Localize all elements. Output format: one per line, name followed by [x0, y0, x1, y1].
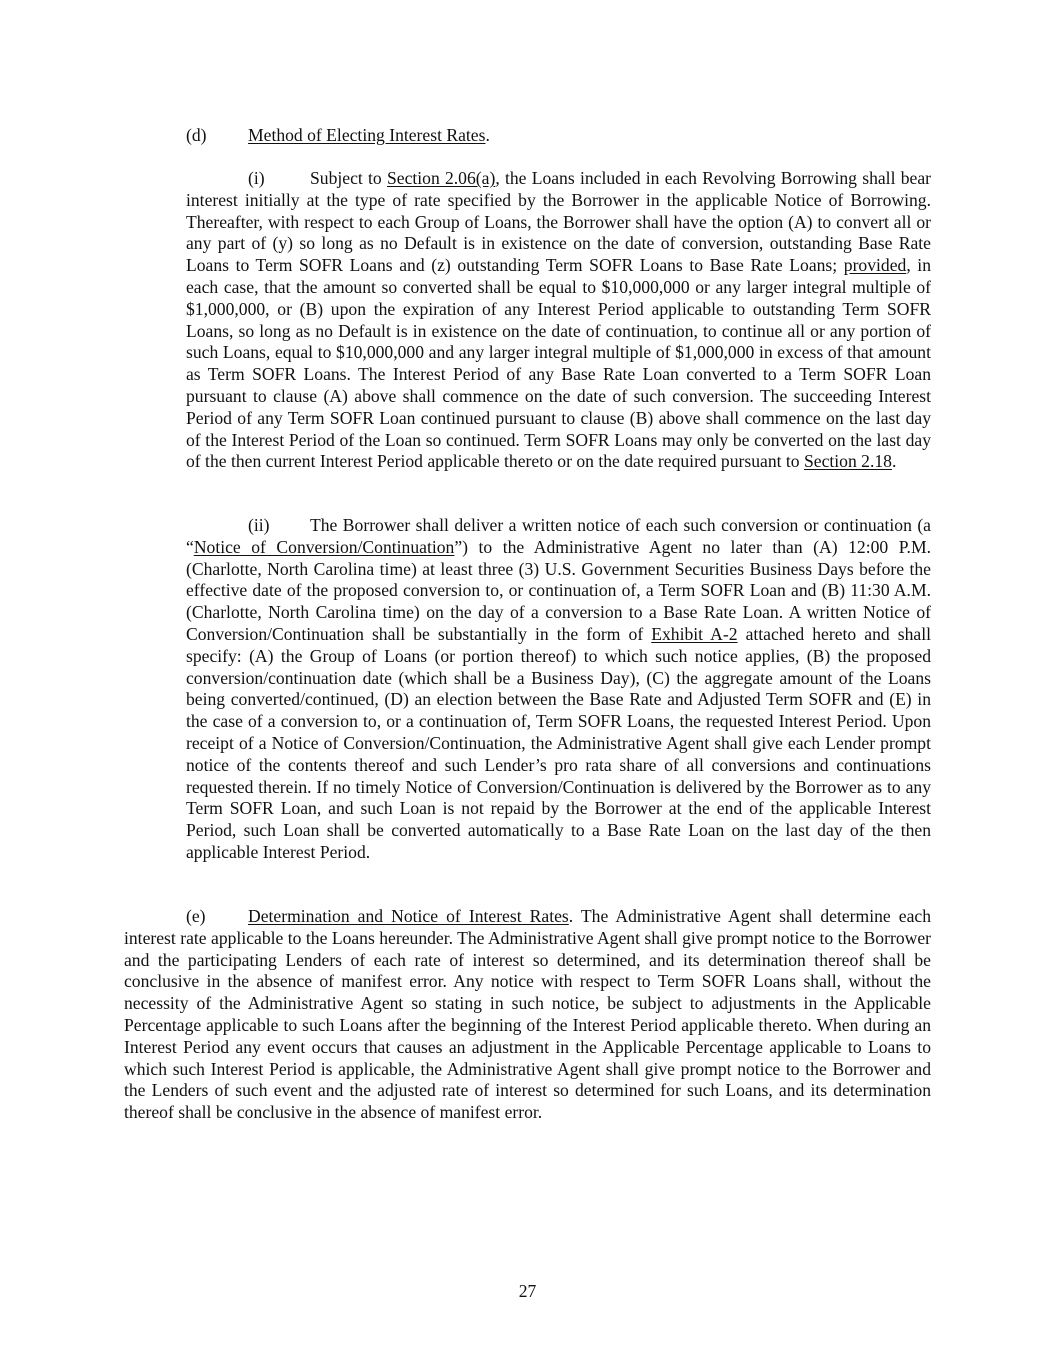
text-run: attached hereto and shall specify: (A) the Group of Loans (or portion thereof) to which such notice applies, (B) the proposed conversion/continuation date (which shall be a Business Day), (C) the aggregate amount of the Loans being converted/continued, (D) an election between the Base Rate and Adjusted Term SOFR and (E) in the case of a conversion to, or a continuation of, Term SOFR Loans, the requested Interest Period. Upon receipt of a Notice of Conversion/Continuation, the Administrative Agent shall give each Lender prompt notice of the contents thereof and such Lender’s pro rata share of all conversions and continuations requested therein. If no timely Notice of Conversion/Continuation is delivered by the Borrower as to any Term SOFR Loan, and such Loan is not repaid by the Borrower at the end of the applicable Interest Period, such Loan shall be converted automatically to a Base Rate Loan on the last day of the then applicable Interest Period. — [186, 623, 931, 862]
section-label: (d) — [186, 125, 207, 145]
defined-term: Notice of Conversion/Continuation — [193, 536, 455, 557]
paragraph-i — [186, 168, 931, 473]
text-run: . — [891, 451, 897, 472]
heading-period: . — [485, 125, 490, 145]
text-run: , the Loans included in each Revolving Borrowing shall bear interest initially at the type of rate specified by the Borrower in the applicable Notice of Borrowing. Thereafter, with respect to each Group of Loans, the Borrower shall have the option (A) to convert all or any part of (y) so long as no Default is in existence on the date of conversion, outstanding Base Rate Loans to Term SOFR Loans and (z) outstanding Term SOFR Loans to Base Rate Loans; — [186, 168, 931, 276]
text-run: Subject to — [310, 168, 387, 188]
section-reference: Section 2.06(a) — [386, 168, 496, 188]
section-d-heading — [186, 125, 490, 147]
paragraph-label: (i) — [248, 168, 265, 188]
section-reference: Section 2.18 — [804, 451, 892, 472]
text-run: ”) to the Administrative Agent no later than (A) 12:00 P.M. (Charlotte, North Carolina time) at least three (3) U.S. Government Securities Business Days before the effective date of the proposed conversion to, or continuation of, a Term SOFR Loan and (B) 11:30 A.M. (Charlotte, North Carolina time) on the day of a conversion to a Base Rate Loan. A written Notice of Conversion/Continuation shall be substantially in the form of — [186, 536, 931, 644]
page-number: 27 — [518, 1281, 537, 1301]
paragraph-label: (ii) — [248, 515, 270, 535]
section-title: Method of Electing Interest Rates — [248, 125, 486, 145]
text-run: . The Administrative Agent shall determine each interest rate applicable to the Loans hereunder. The Administrative Agent shall give prompt notice to the Borrower and the participating Lenders of each rate of interest so determined, and its determination thereof shall be conclusive in the absence of manifest error. Any notice with respect to Term SOFR Loans shall, without the necessity of the Administrative Agent so stating in such notice, be subject to adjustments in the Applicable Percentage applicable to such Loans after the beginning of the Interest Period applicable thereto. When during an Interest Period any event occurs that causes an adjustment in the Applicable Percentage applicable to Loans to which such Interest Period is applicable, the Administrative Agent shall give prompt notice to the Borrower and the Lenders of such event and the adjusted rate of interest so determined for such Loans, and its determination thereof shall be conclusive in the absence of manifest error. — [124, 906, 931, 1123]
section-title: Determination and Notice of Interest Rates — [248, 906, 569, 926]
text-run: , in each case, that the amount so converted shall be equal to $10,000,000 or any larger integral multiple of $1,000,000, or (B) upon the expiration of any Interest Period applicable to outstanding Term SOFR Loans, so long as no Default is in existence on the date of continuation, to continue all or any portion of such Loans, equal to $10,000,000 and any larger integral multiple of $1,000,000 in excess of that amount as Term SOFR Loans. The Interest Period of any Base Rate Loan converted to a Term SOFR Loan pursuant to clause (A) above shall commence on the date of such conversion. The succeeding Interest Period of any Term SOFR Loan continued pursuant to clause (B) above shall commence on the last day of the Interest Period of the Loan so continued. Term SOFR Loans may only be converted on the last day of the then current Interest Period applicable thereto or on the date required pursuant to — [186, 255, 931, 472]
section-label: (e) — [186, 906, 206, 926]
defined-term-provided: provided — [843, 255, 907, 276]
text-run: The Borrower shall deliver a written notice of each such conversion or continuation (a “ — [186, 515, 931, 557]
paragraph-ii — [186, 515, 931, 864]
section-e-paragraph — [124, 906, 931, 1124]
exhibit-reference: Exhibit A-2 — [651, 623, 738, 644]
